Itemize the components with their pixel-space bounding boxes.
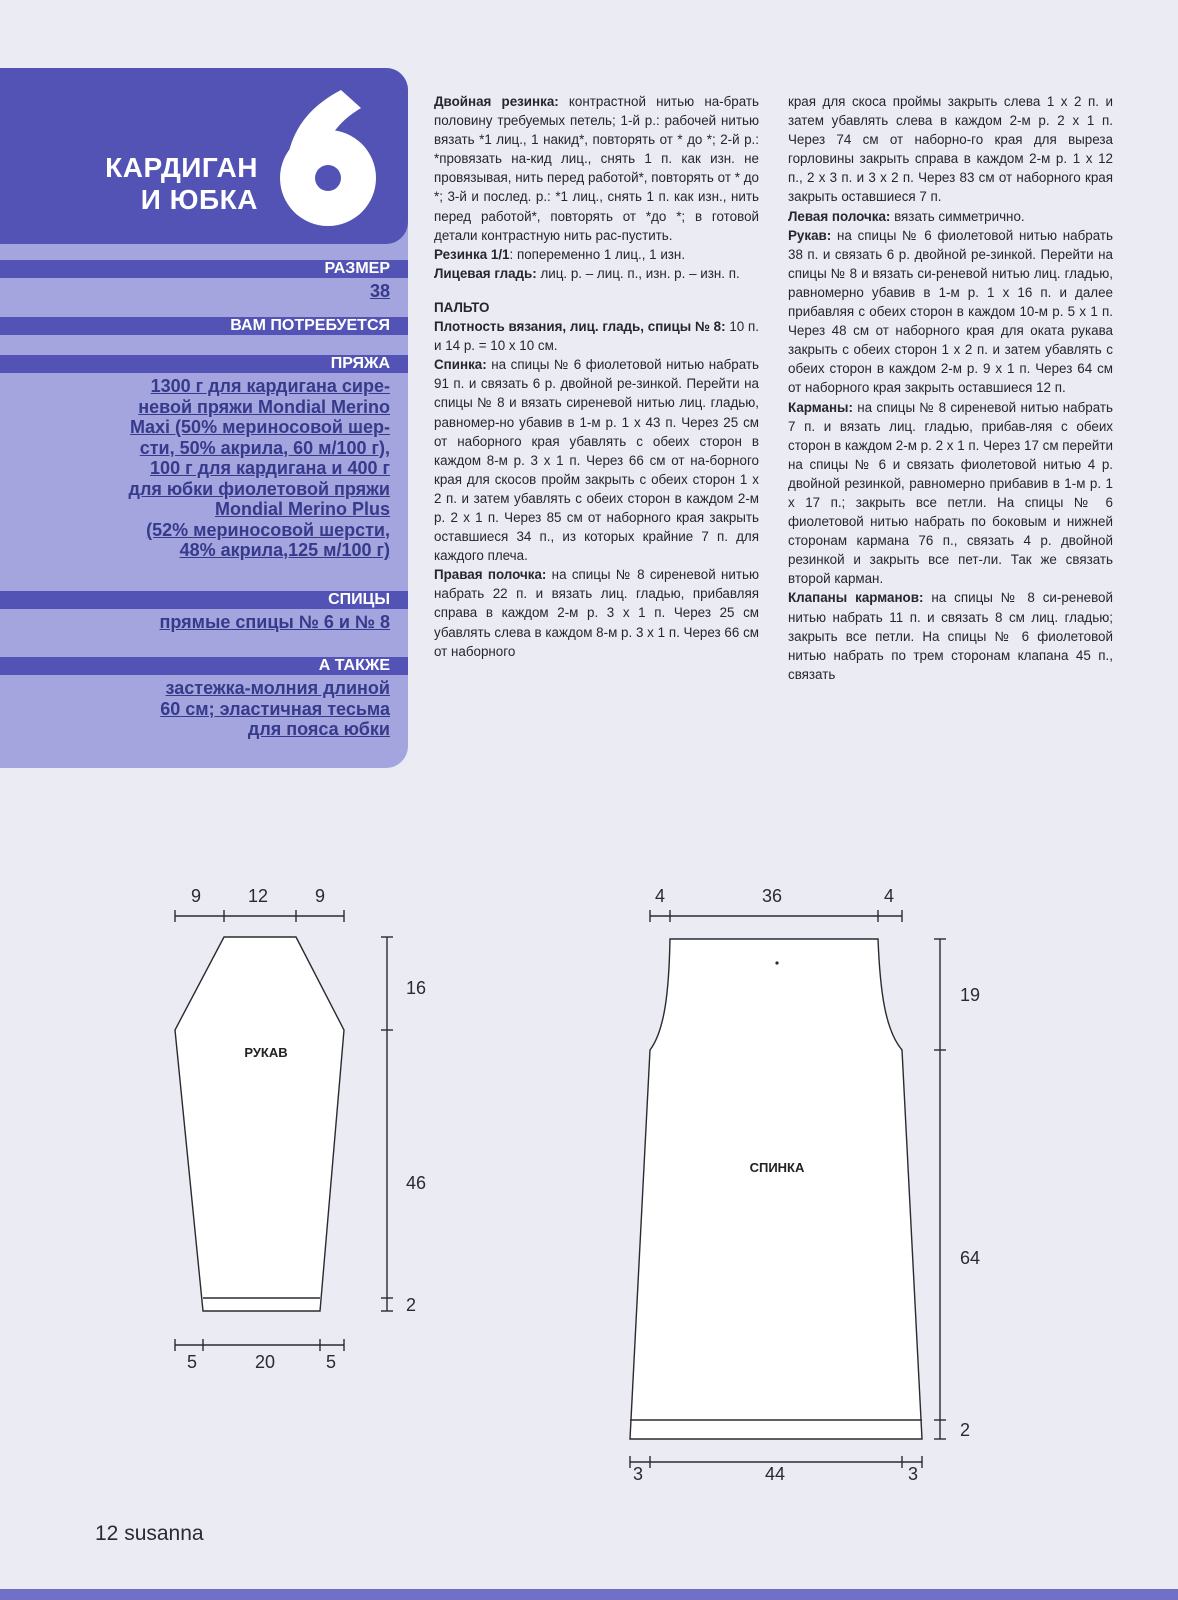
sleeve-side-dim: 2 [406,1295,417,1315]
sleeve-top-dim: 9 [190,886,202,906]
term-double-rib: Двойная резинка: [434,94,559,109]
page-number: 12 [95,1522,119,1545]
back-top-dim: 36 [761,886,783,906]
paragraph-double-rib: Двойная резинка: контрастной нитью на-брать половину требуемых петель; 1-й р.: рабочей нитью вязать *1 лиц., 1 накид*, повторять от * до *; 2-й р.: *провязать на-кид лиц., снять 1 п. как изн. не провязывая, нить перед работой*, повторять от * до *; 3-й и послед. р.: *1 лиц., снять 1 п. как изн., нить перед работой*, повторять от *до *; в готовой детали контрастную нить рас-пустить. [434,94,759,243]
brand-name: susanna [124,1522,204,1545]
term-stockinette: Лицевая гладь: [434,265,537,281]
needles-value: прямые спицы № 6 и № 8 [159,612,390,632]
paragraph-right-front: Правая полочка: на спицы № 8 сиреневой нитью набрать 22 п. и вязать лиц. гладью, прибавляя справа в каждом 2-м р. 3 х 1 п. Через 25 см убавлять слева в каждом 8-м р. 3 х 1 п. Через 66 см от наборного [434,567,760,659]
back-label: СПИНКА [749,1160,805,1175]
back-bottom-dim: 3 [907,1464,919,1484]
yarn-line: сти, 50% акрила, 60 м/100 г), [139,437,390,458]
paragraph-left-front: Левая полочка: вязать симметрично. [788,208,1025,224]
paragraph-sleeve: Рукав: на спицы № 6 фиолетовой нитью набрать 38 п. и связать 6 р. двойной ре-зинкой. Перейти на спицы № 8 и вязать си-реневой нитью лиц. гладью, равномерно убавив в 1-м р. 1 х 16 п. и далее прибавляя с обеих сторон в каждом 10-м р. 5 х 1 п. Через 48 см от наборного края для оката рукава закрыть с обеих сторон 1 х 2 п. и затем убавлять с обеих сторон в каждом 2-м р. 9 х 1 п. Через 64 см от наборного края закрыть оставшиеся 12 п. [788,227,1113,396]
term-rib11: Резинка 1/1 [434,246,510,262]
back-side-dim: 2 [960,1420,971,1440]
paragraph-right-front-cont: края для скоса проймы закрыть слева 1 х 2 п. и затем убавлять слева в каждом 2-м р. 2 х 1 п. Через 74 см от наборно-го края для выреза горловины закрыть справа в каждом 2-м р. 1 х 12 п., 2 х 3 п. и 3 х 2 п. Через 83 см от наборного края закрыть оставшиеся 7 п. [788,94,1113,205]
size-header: РАЗМЕР [0,260,408,278]
sleeve-top-dim: 12 [247,886,269,906]
sleeve-piece [175,937,344,1311]
paragraph-flaps: Клапаны карманов: на спицы № 8 си-реневой нитью набрать 11 п. и связать 8 см лиц. гладью; закрыть все петли. На спицы № 6 фиолетовой нитью набрать по трем сторонам клапана 45 п., связать [788,590,1113,682]
back-piece [630,939,922,1439]
yarn-line: Maxi (50% мериносовой шер- [130,417,390,437]
size-value: 38 [369,281,390,301]
back-side-dim: 64 [960,1248,981,1268]
yarn-line: невой пряжи Mondial Merino [138,396,390,417]
yarn-line: 100 г для кардигана и 400 г [150,458,390,478]
sleeve-bottom-dim: 20 [254,1352,276,1372]
term-gauge: Плотность вязания, лиц. гладь, спицы № 8: [434,319,726,335]
needles-header: СПИЦЫ [0,591,408,609]
sleeve-label: РУКАВ [244,1045,288,1060]
yarn-line: 1300 г для кардигана сире- [150,376,390,396]
yarn-line: для юбки фиолетовой пряжи [128,478,390,499]
back-side-dim: 19 [960,985,981,1005]
also-line: для пояса юбки [247,719,390,739]
title-line-1: КАРДИГАН [105,152,258,183]
paragraph-gauge: Плотность вязания, лиц. гладь, спицы № 8: 10 п. и 14 р. = 10 х 10 см. [434,319,759,354]
back-bottom-dim: 44 [764,1464,786,1484]
need-header: ВАМ ПОТРЕБУЕТСЯ [0,317,408,335]
sleeve-bottom-dim: 5 [186,1352,198,1372]
page-footer [95,1522,204,1546]
sleeve-top-dim: 9 [314,886,326,906]
also-line: застежка-молния длиной [165,678,390,698]
also-line: 60 см; эластичная тесьма [160,698,390,719]
paragraph-rib11: Резинка 1/1: попеременно 1 лиц., 1 изн. [434,246,686,262]
bottom-band [0,1589,1178,1600]
paragraph-stockinette: Лицевая гладь: лиц. р. – лиц. п., изн. р. – изн. п. [434,265,740,281]
also-header: А ТАКЖЕ [0,657,408,675]
yarn-header: ПРЯЖА [0,355,408,373]
paragraph-back: Спинка: на спицы № 6 фиолетовой нитью набрать 91 п. и связать 6 р. двойной ре-зинкой. Перейти на спицы № 8 и вязать сиреневой нитью лиц. гладью, равномер-но убавив в 1-м р. 1 х 43 п. Через 25 см от наборного края убавлять с обеих сторон в каждом 8-м р. 3 х 1 п. Через 66 см от на-борного края для скосов пройм закрыть с обеих сторон 1 х 2 п. и затем убавлять с обеих сторон в каждом 2-м р. 2 х 1 п. Через 85 см от наборного края закрыть оставшиеся 34 п., из которых крайние 7 п. для каждого плеча. [434,357,759,564]
sleeve-side-dim: 16 [406,978,427,998]
yarn-line: Mondial Merino Plus [214,499,390,519]
title-line-2: И ЮБКА [140,184,258,215]
paragraph-pockets: Карманы: на спицы № 8 сиреневой нитью набрать 7 п. и вязать лиц. гладью, прибав-ляя с обеих сторон в каждом 2-м р. 2 х 1 п. Через 17 см перейти на спицы № 6 и связать фиолетовой нитью 4 р. двойной резинкой, равномерно прибавив в 1-м р. 1 х 17 п.; закрыть все петли. На спицы № 6 фиолетовой нитью набрать по боковым и нижней сторонам кармана 76 п., связать 4 р. двойной резинкой и закрыть все пет-ли. Так же связать второй карман. [788,399,1113,587]
term-sleeve: Рукав: [788,227,832,243]
yarn-line: (52% мериносовой шерсти, [146,519,390,540]
back-top-dim: 4 [654,886,666,906]
term-back: Спинка: [434,357,487,373]
sleeve-bottom-dim: 5 [325,1352,337,1372]
term-left-front: Левая полочка: [788,208,891,224]
yarn-line: 48% акрила,125 м/100 г) [179,540,390,560]
term-right-front: Правая полочка: [434,567,547,583]
sleeve-side-dim: 46 [406,1173,427,1193]
term-pockets: Карманы: [788,399,853,415]
section-heading-coat: ПАЛЬТО [434,299,490,315]
term-flaps: Клапаны карманов: [788,590,924,606]
back-top-dim: 4 [883,886,895,906]
back-bottom-dim: 3 [632,1464,644,1484]
